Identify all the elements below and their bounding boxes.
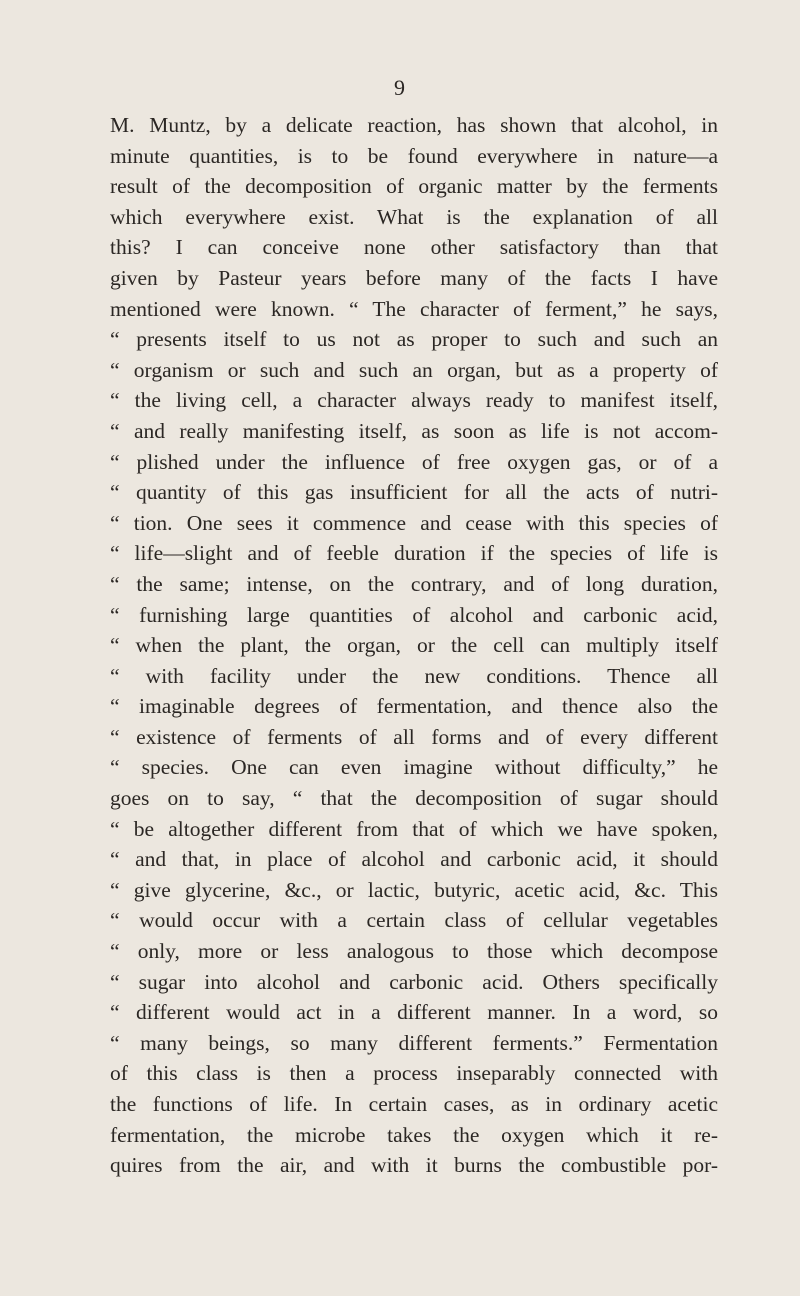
text-line: of this class is then a process inseparably connected with [110, 1061, 718, 1086]
text-line: result of the decomposition of organic matter by the ferments [110, 174, 718, 199]
text-line: “ only, more or less analogous to those which decompose [110, 939, 718, 964]
text-line: the functions of life. In certain cases, as in ordinary acetic [110, 1092, 718, 1116]
text-line: given by Pasteur years before many of the facts I have [110, 265, 718, 290]
text-line: which everywhere exist. What is the explanation of all [110, 204, 718, 229]
text-line: “ imaginable degrees of fermentation, and thence also the [110, 694, 718, 719]
text-line: “ species. One can even imagine without difficulty,” he [110, 755, 718, 780]
text-line: goes on to say, “ that the decomposition of sugar should [110, 786, 718, 811]
text-line: “ presents itself to us not as proper to such and such an [110, 327, 718, 352]
text-line: “ when the plant, the organ, or the cell can multiply itself [110, 633, 718, 658]
text-line: “ and that, in place of alcohol and carbonic acid, it should [110, 847, 718, 872]
page-number: 9 [394, 75, 406, 100]
text-line: fermentation, the microbe takes the oxygen which it re- [110, 1122, 718, 1147]
body-text [110, 110, 718, 1181]
text-line: “ sugar into alcohol and carbonic acid. Others specifically [110, 969, 718, 994]
text-line: “ existence of ferments of all forms and of every different [110, 724, 718, 749]
text-line: mentioned were known. “ The character of ferment,” he says, [110, 296, 718, 321]
text-line: “ furnishing large quantities of alcohol and carbonic acid, [110, 602, 718, 627]
text-line: “ give glycerine, &c., or lactic, butyric, acetic acid, &c. This [110, 877, 718, 902]
text-line: this? I can conceive none other satisfactory than that [110, 235, 718, 260]
text-line: “ many beings, so many different ferments.” Fermentation [110, 1030, 718, 1055]
text-line: minute quantities, is to be found everywhere in nature—a [110, 143, 718, 168]
text-line: quires from the air, and with it burns the combustible por- [110, 1153, 718, 1178]
text-line: “ life—slight and of feeble duration if the species of life is [110, 541, 718, 566]
text-line: “ quantity of this gas insufficient for all the acts of nutri- [110, 480, 718, 505]
text-line: “ be altogether different from that of which we have spoken, [110, 816, 718, 841]
text-line: “ the same; intense, on the contrary, and of long duration, [110, 571, 718, 596]
text-line: “ would occur with a certain class of cellular vegetables [110, 908, 718, 933]
text-line: “ plished under the influence of free oxygen gas, or of a [110, 449, 718, 474]
text-line: M. Muntz, by a delicate reaction, has shown that alcohol, in [110, 113, 718, 137]
text-line: “ and really manifesting itself, as soon as life is not accom- [110, 418, 718, 443]
text-line: “ the living cell, a character always ready to manifest itself, [110, 388, 718, 413]
text-line: “ tion. One sees it commence and cease with this species of [110, 510, 718, 535]
text-line: “ different would act in a different manner. In a word, so [110, 1000, 718, 1025]
text-line: “ organism or such and such an organ, but as a property of [110, 357, 718, 382]
text-line: “ with facility under the new conditions. Thence all [110, 663, 718, 688]
